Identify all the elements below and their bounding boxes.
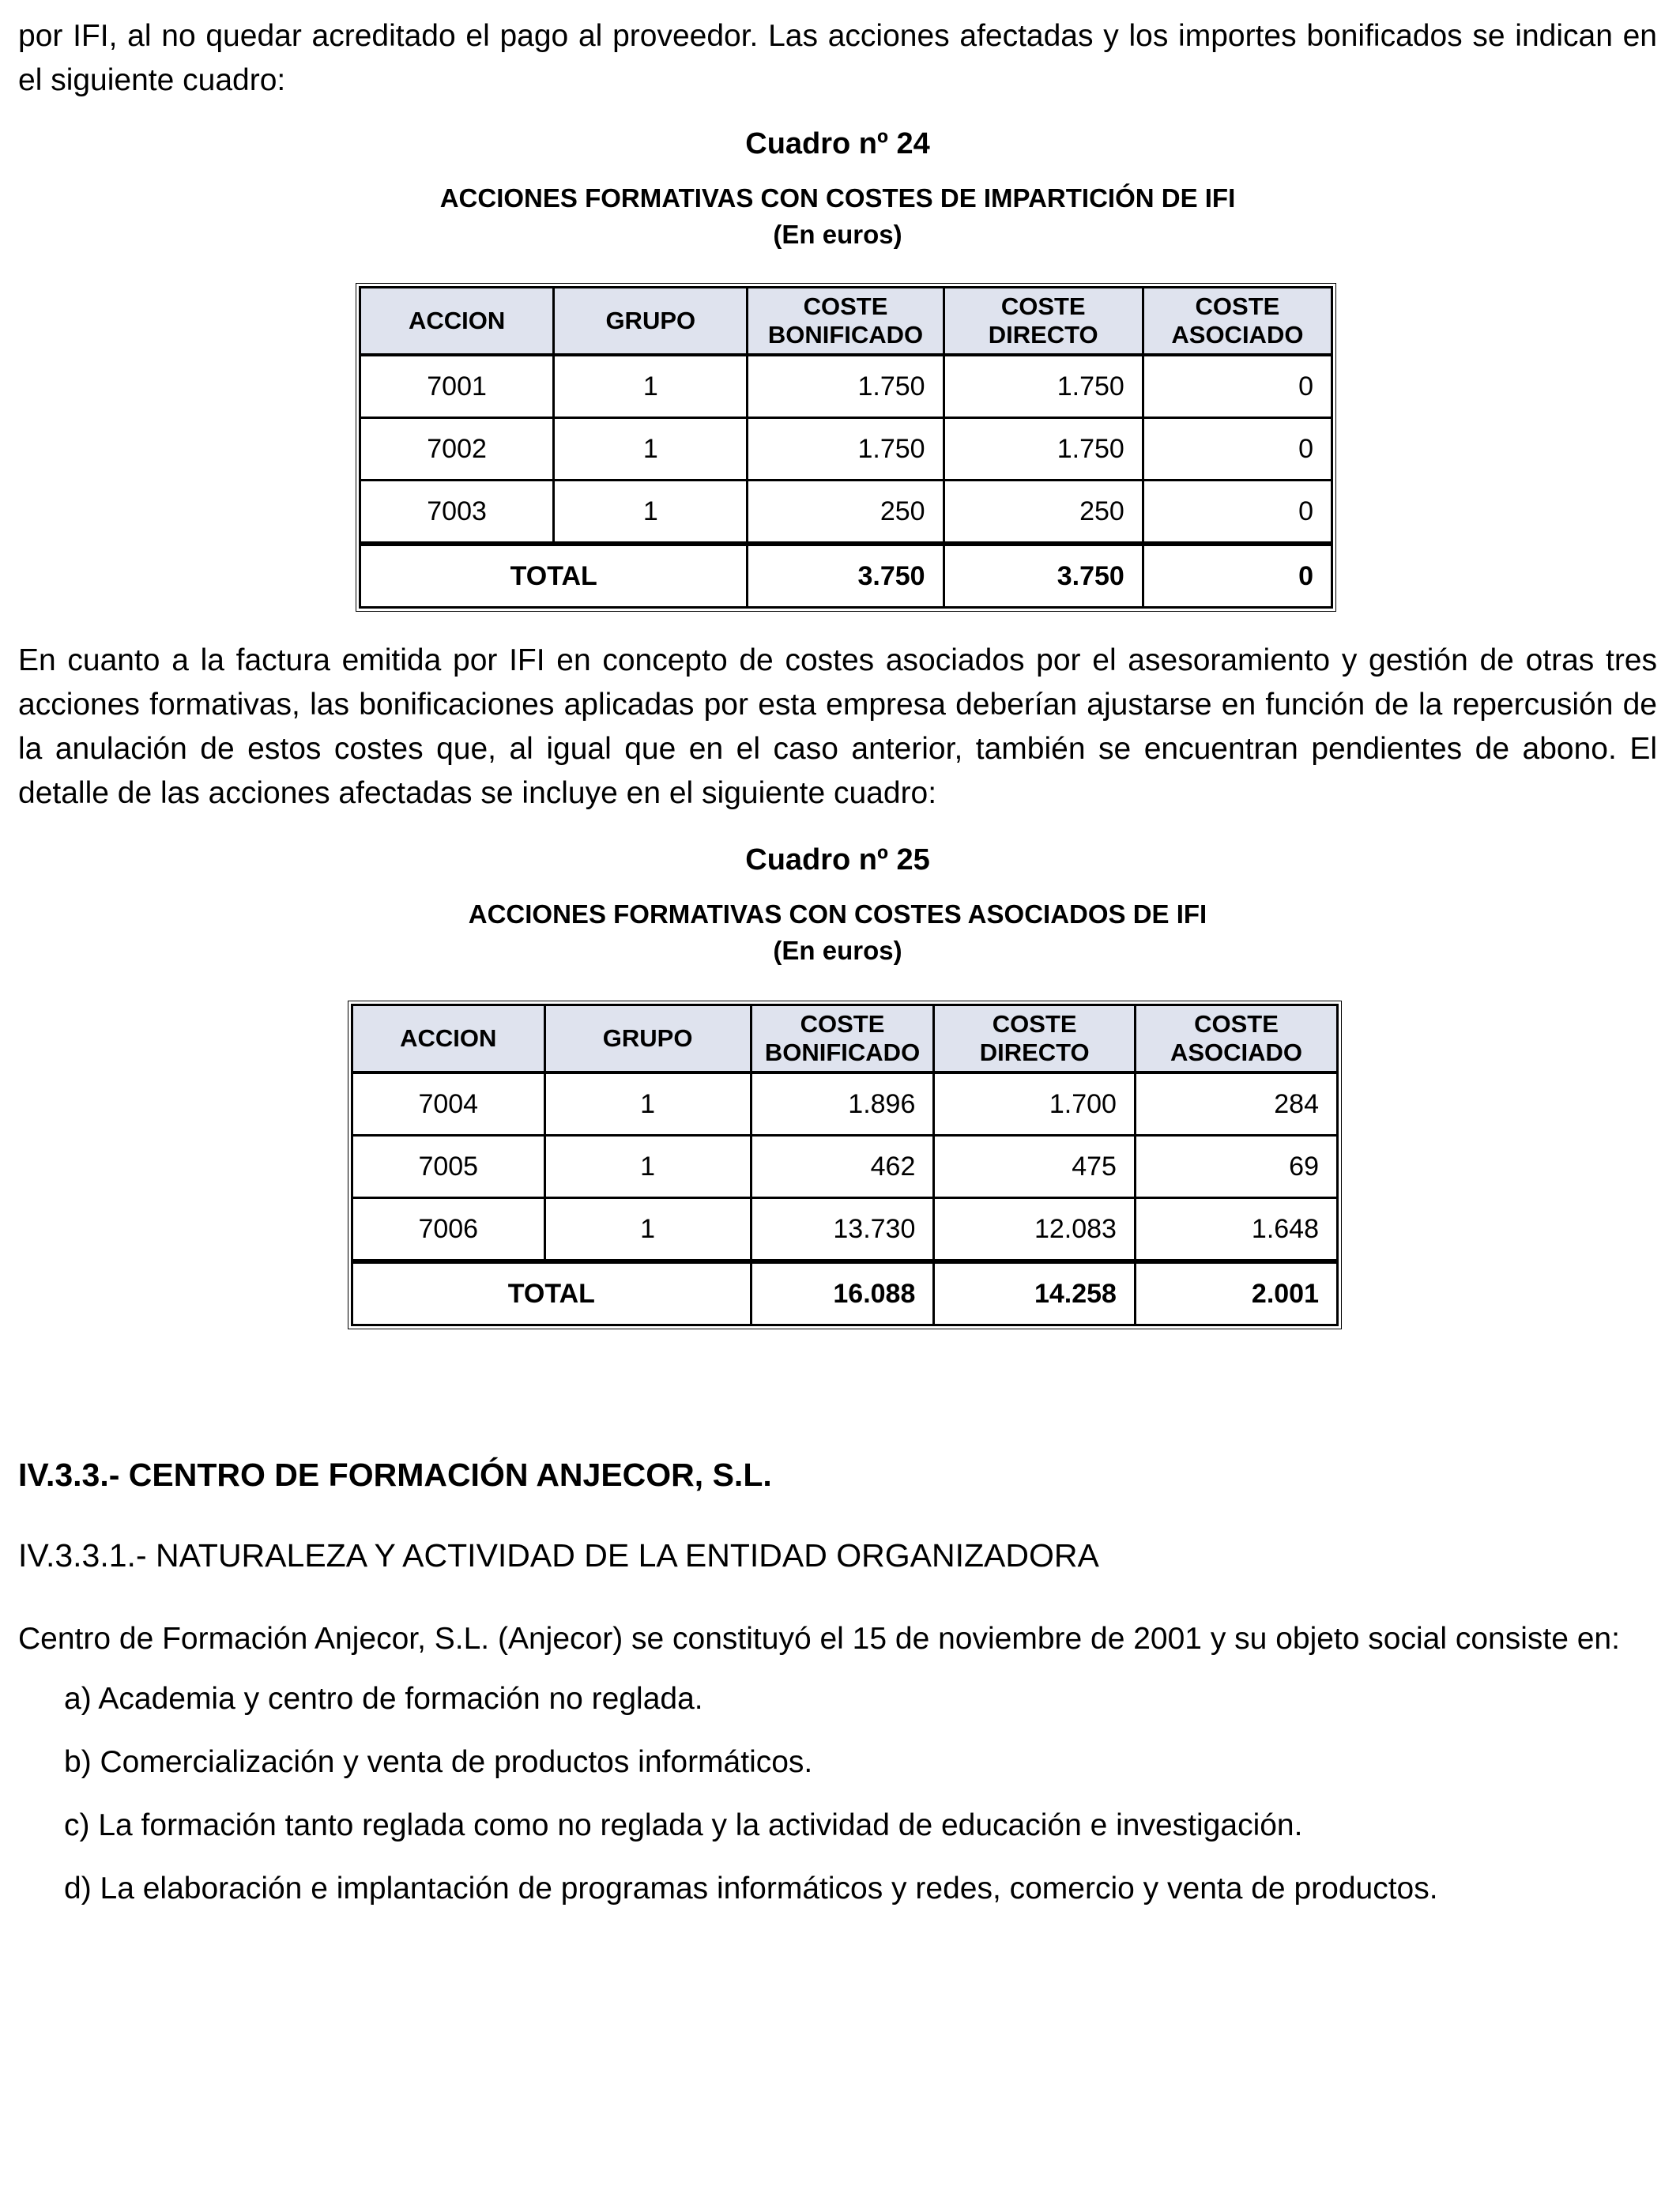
table24-header-coste-asociado: COSTE ASOCIADO xyxy=(1144,288,1331,356)
cell-coste-asociado: 0 xyxy=(1144,356,1331,419)
document-page xyxy=(18,14,1657,1930)
total-label: TOTAL xyxy=(361,544,748,606)
paragraph-factura: En cuanto a la factura emitida por IFI en concepto de costes asociados por el asesoramiento y gestión de otras tres acciones formativas, las bonificaciones aplicadas por esta empresa deberían ajustarse en función de la repercusión de la anulación de estos costes que, al igual que en el caso anterior, también se encuentran pendientes de abono. El detalle de las acciones afectadas se incluye en el siguiente cuadro: xyxy=(18,643,1657,810)
table25-subtitle: (En euros) xyxy=(773,936,902,965)
cell-grupo: 1 xyxy=(546,1074,752,1137)
cell-coste-asociado: 69 xyxy=(1136,1137,1336,1199)
cell-coste-directo: 1.700 xyxy=(935,1074,1136,1137)
table-row xyxy=(353,1199,1336,1261)
total-coste-directo: 3.750 xyxy=(945,544,1144,606)
table24-header-coste-bonificado: COSTE BONIFICADO xyxy=(748,288,944,356)
list-item: c) La formación tanto reglada como no reglada y la actividad de educación e investigación. xyxy=(64,1808,1303,1842)
table24-header-grupo: GRUPO xyxy=(555,288,748,356)
list-item: d) La elaboración e implantación de programas informáticos y redes, comercio y venta de productos. xyxy=(64,1872,1438,1906)
table25-header-coste-bonificado: COSTE BONIFICADO xyxy=(752,1006,936,1074)
cell-coste-asociado: 0 xyxy=(1144,481,1331,544)
cell-coste-asociado: 284 xyxy=(1136,1074,1336,1137)
cell-coste-asociado: 1.648 xyxy=(1136,1199,1336,1261)
cell-coste-directo: 1.750 xyxy=(945,356,1144,419)
cell-accion: 7004 xyxy=(353,1074,546,1137)
cell-coste-bonificado: 462 xyxy=(752,1137,936,1199)
cell-grupo: 1 xyxy=(546,1199,752,1261)
cell-coste-directo: 475 xyxy=(935,1137,1136,1199)
total-coste-bonificado: 3.750 xyxy=(748,544,944,606)
cell-coste-bonificado: 13.730 xyxy=(752,1199,936,1261)
total-coste-asociado: 0 xyxy=(1144,544,1331,606)
cell-accion: 7002 xyxy=(361,419,555,481)
object-list xyxy=(18,1677,1657,1911)
cell-grupo: 1 xyxy=(555,356,748,419)
table25-header-coste-asociado: COSTE ASOCIADO xyxy=(1136,1006,1336,1074)
table-row xyxy=(361,481,1331,544)
table24-header-row xyxy=(361,288,1331,356)
cell-coste-bonificado: 1.750 xyxy=(748,356,944,419)
table-row xyxy=(361,419,1331,481)
cell-grupo: 1 xyxy=(546,1137,752,1199)
cell-coste-asociado: 0 xyxy=(1144,419,1331,481)
table24-caption xyxy=(18,125,1657,253)
table25-header-row xyxy=(353,1006,1336,1074)
section-heading: IV.3.3.- CENTRO DE FORMACIÓN ANJECOR, S.L. xyxy=(18,1457,772,1493)
cell-accion: 7003 xyxy=(361,481,555,544)
paragraph-intro: por IFI, al no quedar acreditado el pago al proveedor. Las acciones afectadas y los importes bonificados se indican en el siguiente cuadro: xyxy=(18,19,1657,97)
total-coste-asociado: 2.001 xyxy=(1136,1261,1336,1324)
list-item: a) Academia y centro de formación no reglada. xyxy=(64,1682,703,1716)
table24-subtitle: (En euros) xyxy=(773,220,902,249)
total-coste-directo: 14.258 xyxy=(935,1261,1136,1324)
table25-total-row xyxy=(353,1261,1336,1324)
list-item: b) Comercialización y venta de productos informáticos. xyxy=(64,1745,813,1779)
cell-coste-bonificado: 250 xyxy=(748,481,944,544)
table-row xyxy=(361,356,1331,419)
table24 xyxy=(359,286,1333,609)
table25-header-grupo: GRUPO xyxy=(546,1006,752,1074)
table-row xyxy=(353,1074,1336,1137)
table-row xyxy=(353,1137,1336,1199)
total-label: TOTAL xyxy=(353,1261,752,1324)
table24-title: ACCIONES FORMATIVAS CON COSTES DE IMPARTICIÓN DE IFI xyxy=(439,183,1236,213)
cell-accion: 7006 xyxy=(353,1199,546,1261)
table25-header-accion: ACCION xyxy=(353,1006,546,1074)
table25-number: Cuadro nº 25 xyxy=(745,843,930,876)
cell-coste-directo: 12.083 xyxy=(935,1199,1136,1261)
table24-number: Cuadro nº 24 xyxy=(745,127,930,160)
table25-header-coste-directo: COSTE DIRECTO xyxy=(935,1006,1136,1074)
table25-title: ACCIONES FORMATIVAS CON COSTES ASOCIADOS DE IFI xyxy=(468,899,1207,929)
table25-caption xyxy=(18,841,1657,969)
cell-coste-directo: 1.750 xyxy=(945,419,1144,481)
table25 xyxy=(351,1004,1339,1326)
table24-header-coste-directo: COSTE DIRECTO xyxy=(945,288,1144,356)
paragraph-anjecor: Centro de Formación Anjecor, S.L. (Anjecor) se constituyó el 15 de noviembre de 2001 y su objeto social consiste en: xyxy=(18,1622,1620,1656)
cell-coste-bonificado: 1.896 xyxy=(752,1074,936,1137)
cell-grupo: 1 xyxy=(555,419,748,481)
total-coste-bonificado: 16.088 xyxy=(752,1261,936,1324)
cell-coste-bonificado: 1.750 xyxy=(748,419,944,481)
cell-accion: 7001 xyxy=(361,356,555,419)
table24-total-row xyxy=(361,544,1331,606)
cell-accion: 7005 xyxy=(353,1137,546,1199)
subsection-heading: IV.3.3.1.- NATURALEZA Y ACTIVIDAD DE LA ENTIDAD ORGANIZADORA xyxy=(18,1537,1099,1574)
table24-header-accion: ACCION xyxy=(361,288,555,356)
cell-coste-directo: 250 xyxy=(945,481,1144,544)
cell-grupo: 1 xyxy=(555,481,748,544)
